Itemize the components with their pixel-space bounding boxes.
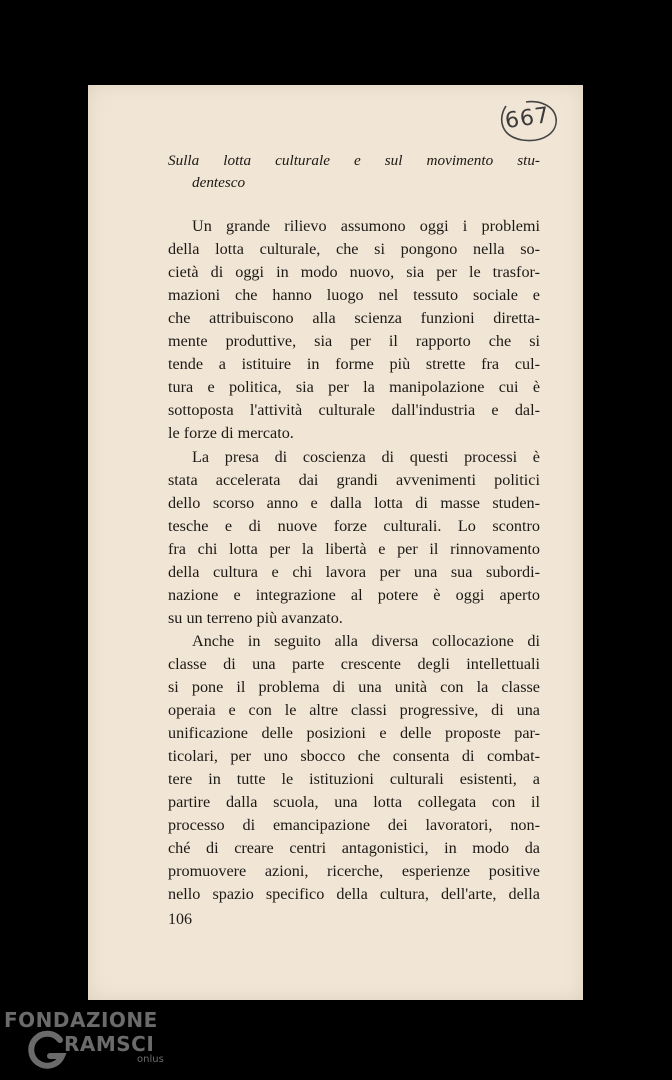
text-line: Anche in seguito alla diversa collocazione di xyxy=(192,632,540,650)
text-line: si pone il problema di una unità con la classe xyxy=(168,678,540,696)
text-line: mazioni che hanno luogo nel tessuto sociale e xyxy=(168,286,540,304)
text-line: ticolari, per uno sbocco che consenta di combat- xyxy=(168,747,540,765)
text-line: cietà di oggi in modo nuovo, sia per le trasfor- xyxy=(168,263,540,281)
text-line: tesche e di nuove forze culturali. Lo scontro xyxy=(168,517,540,535)
text-line: tere in tutte le istituzioni culturali esistenti, a xyxy=(168,770,540,788)
logo-text-fondazione: FONDAZIONE xyxy=(4,1008,158,1032)
text-line: Un grande rilievo assumono oggi i problemi xyxy=(192,217,540,235)
text-line: fra chi lotta per la libertà e per il rinnovamento xyxy=(168,540,540,558)
text-line: tende a istituire in forme più strette fra cul- xyxy=(168,355,540,373)
text-line: le forze di mercato. xyxy=(168,424,294,442)
text-line: promuovere azioni, ricerche, esperienze positive xyxy=(168,862,540,880)
logo-text-gramsci: RAMSCI xyxy=(64,1032,155,1056)
logo-g-icon xyxy=(28,1030,68,1070)
section-heading-line-1: Sulla lotta culturale e sul movimento stu- xyxy=(168,152,540,169)
text-line: che attribuiscono alla scienza funzioni diretta- xyxy=(168,309,540,327)
text-line: tura e politica, sia per la manipolazione cui è xyxy=(168,378,540,396)
text-line: sottoposta l'attività culturale dall'industria e dal- xyxy=(168,401,540,419)
text-line: unificazione delle posizioni e delle proposte par- xyxy=(168,724,540,742)
archive-number: 667 xyxy=(503,102,552,135)
text-line: processo di emancipazione dei lavoratori, non- xyxy=(168,816,540,834)
section-heading-line-2: dentesco xyxy=(192,174,246,191)
text-line: della cultura e chi lavora per una sua subordi- xyxy=(168,563,540,581)
text-line: nazione e integrazione al potere è oggi aperto xyxy=(168,586,540,604)
logo-text-onlus: onlus xyxy=(137,1054,164,1065)
text-line: ché di creare centri antagonistici, in modo da xyxy=(168,839,540,857)
text-line: stata accelerata dai grandi avvenimenti politici xyxy=(168,471,540,489)
text-line: nello spazio specifico della cultura, dell'arte, della xyxy=(168,885,540,903)
text-line: della lotta culturale, che si pongono nella so- xyxy=(168,240,540,258)
text-line: su un terreno più avanzato. xyxy=(168,609,343,627)
text-line: La presa di coscienza di questi processi è xyxy=(192,448,540,466)
text-line: partire dalla scuola, una lotta collegata con il xyxy=(168,793,540,811)
text-line: classe di una parte crescente degli intellettuali xyxy=(168,655,540,673)
text-line: operaia e con le altre classi progressive, di una xyxy=(168,701,540,719)
text-line: dello scorso anno e dalla lotta di masse studen- xyxy=(168,494,540,512)
text-line: mente produttive, sia per il rapporto che si xyxy=(168,332,540,350)
page-number: 106 xyxy=(168,911,192,928)
